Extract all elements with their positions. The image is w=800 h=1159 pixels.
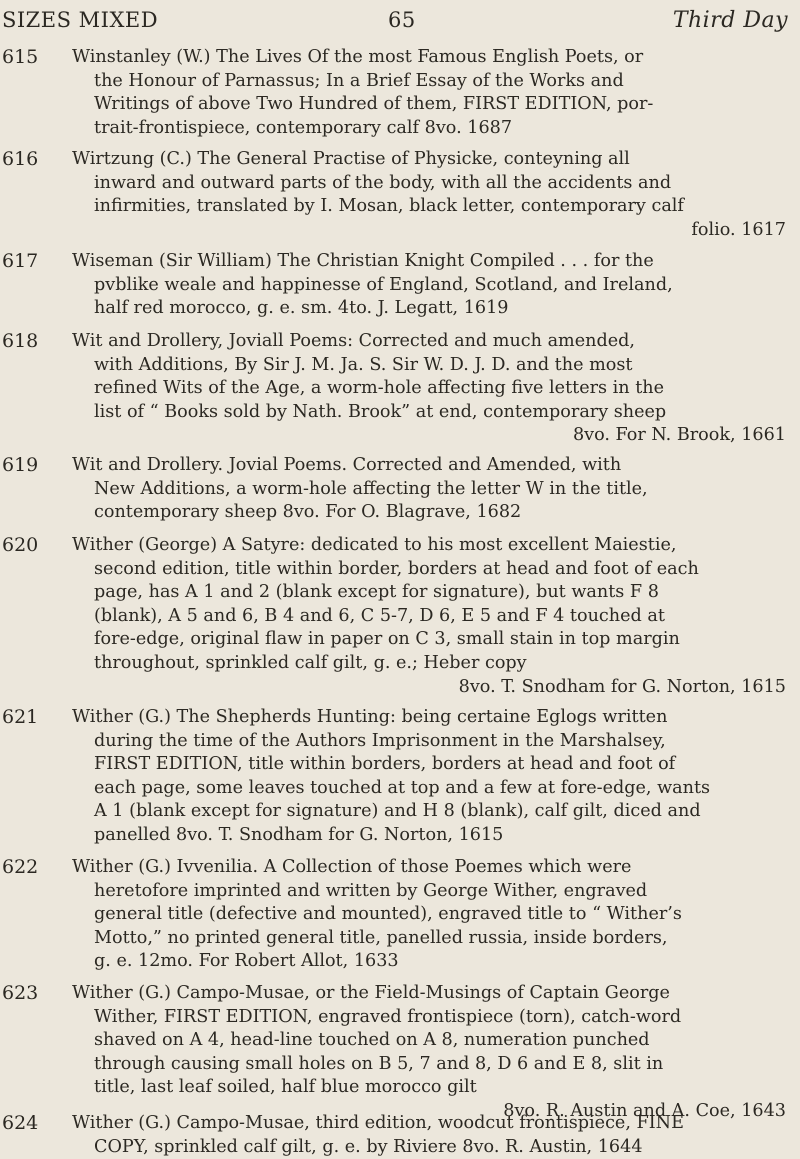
entry-line: trait-frontispiece, contemporary calf 8vo. 1687 <box>94 117 513 138</box>
lot-number: 623 <box>2 982 39 1004</box>
entry-line: shaved on A 4, head-line touched on A 8, numeration punched <box>94 1030 650 1051</box>
entry-line: Wit and Drollery, Joviall Poems: Corrected and much amended, <box>72 331 636 351</box>
entry-description <box>72 46 790 140</box>
entry-line: page, has A 1 and 2 (blank except for signature), but wants F 8 <box>94 582 659 603</box>
lot-number: 618 <box>2 330 39 352</box>
entry-line: (blank), A 5 and 6, B 4 and 6, C 5-7, D 6, E 5 and F 4 touched at <box>94 605 665 626</box>
entry-line: Wirtzung (C.) The General Practise of Physicke, conteyning all <box>72 149 630 169</box>
entry-line: infirmities, translated by I. Mosan, black letter, contemporary calf <box>94 196 684 217</box>
entry-line: contemporary sheep 8vo. For O. Blagrave, 1682 <box>94 502 522 523</box>
entry-line: title, last leaf soiled, half blue morocco gilt <box>94 1077 477 1098</box>
entry-line: Wiseman (Sir William) The Christian Knight Compiled . . . for the <box>72 251 654 271</box>
entry-line: Writings of above Two Hundred of them, FIRST EDITION, por- <box>94 94 654 115</box>
entry-line: refined Wits of the Age, a worm-hole affecting five letters in the <box>94 378 665 399</box>
sale-day-heading: Third Day <box>672 8 788 33</box>
entry-line: Winstanley (W.) The Lives Of the most Famous English Poets, or <box>72 47 644 67</box>
entry-line: Wit and Drollery. Jovial Poems. Corrected and Amended, with <box>72 455 622 475</box>
lot-number: 624 <box>2 1112 39 1134</box>
entry-line: inward and outward parts of the body, with all the accidents and <box>94 172 672 193</box>
entry-line: Wither (G.) The Shepherds Hunting: being certaine Eglogs written <box>72 707 668 727</box>
entry-line: fore-edge, original flaw in paper on C 3, small stain in top margin <box>94 629 680 650</box>
entry-description <box>72 706 790 848</box>
entry-line: pvblike weale and happinesse of England, Scotland, and Ireland, <box>94 274 673 295</box>
entry-line: A 1 (blank except for signature) and H 8 (blank), calf gilt, diced and <box>94 801 701 822</box>
entry-line: with Additions, By Sir J. M. Ja. S. Sir W. D. J. D. and the most <box>94 354 633 375</box>
entry-description <box>72 982 790 1124</box>
entry-line: 8vo. For N. Brook, 1661 <box>572 425 786 446</box>
entry-line: Wither (George) A Satyre: dedicated to his most excellent Maiestie, <box>72 535 677 555</box>
entry-line: general title (defective and mounted), engraved title to “ Wither’s <box>94 904 682 925</box>
entry-line: 8vo. R. Austin and A. Coe, 1643 <box>503 1100 786 1121</box>
entry-line: Wither, FIRST EDITION, engraved frontispiece (torn), catch-word <box>94 1006 682 1027</box>
entry-description <box>72 454 790 525</box>
lot-number: 617 <box>2 250 39 272</box>
lot-number: 621 <box>2 706 39 728</box>
entry-line: during the time of the Authors Imprisonment in the Marshalsey, <box>94 730 666 751</box>
page-number: 65 <box>388 8 416 32</box>
entry-line: throughout, sprinkled calf gilt, g. e.; Heber copy <box>94 652 527 673</box>
entry-description <box>72 534 790 699</box>
lot-number: 620 <box>2 534 39 556</box>
entry-description <box>72 250 790 321</box>
entry-line: 8vo. T. Snodham for G. Norton, 1615 <box>458 676 786 697</box>
entry-line: Wither (G.) Campo-Musae, third edition, woodcut frontispiece, FINE <box>72 1113 684 1133</box>
entry-line: folio. 1617 <box>691 219 786 240</box>
entry-line: through causing small holes on B 5, 7 and 8, D 6 and E 8, slit in <box>94 1053 664 1074</box>
entry-line: COPY, sprinkled calf gilt, g. e. by Riviere 8vo. R. Austin, 1644 <box>94 1136 643 1157</box>
entry-line: Wither (G.) Campo-Musae, or the Field-Musings of Captain George <box>72 983 670 1003</box>
entry-description <box>72 1112 790 1159</box>
entry-description <box>72 330 790 448</box>
lot-number: 616 <box>2 148 39 170</box>
entry-line: panelled 8vo. T. Snodham for G. Norton, 1615 <box>94 824 504 845</box>
lot-number: 615 <box>2 46 39 68</box>
entry-line: g. e. 12mo. For Robert Allot, 1633 <box>94 951 399 972</box>
entry-line: half red morocco, g. e. sm. 4to. J. Legatt, 1619 <box>94 298 509 319</box>
entry-description <box>72 148 790 242</box>
entry-description <box>72 856 790 974</box>
entry-line: New Additions, a worm-hole affecting the letter W in the title, <box>94 478 648 499</box>
page-header <box>0 8 800 38</box>
entry-line: Motto,” no printed general title, panelled russia, inside borders, <box>94 927 668 948</box>
entry-line: FIRST EDITION, title within borders, borders at head and foot of <box>94 754 676 775</box>
lot-number: 619 <box>2 454 39 476</box>
entry-line: Wither (G.) Ivvenilia. A Collection of those Poemes which were <box>72 857 632 877</box>
entry-line: second edition, title within border, borders at head and foot of each <box>94 558 699 579</box>
lot-number: 622 <box>2 856 39 878</box>
entry-line: the Honour of Parnassus; In a Brief Essay of the Works and <box>94 70 624 91</box>
entry-line: heretofore imprinted and written by George Wither, engraved <box>94 880 648 901</box>
entry-line: list of “ Books sold by Nath. Brook” at end, contemporary sheep <box>94 401 667 422</box>
section-heading: SIZES MIXED <box>2 8 159 32</box>
entry-line: each page, some leaves touched at top and a few at fore-edge, wants <box>94 777 711 798</box>
